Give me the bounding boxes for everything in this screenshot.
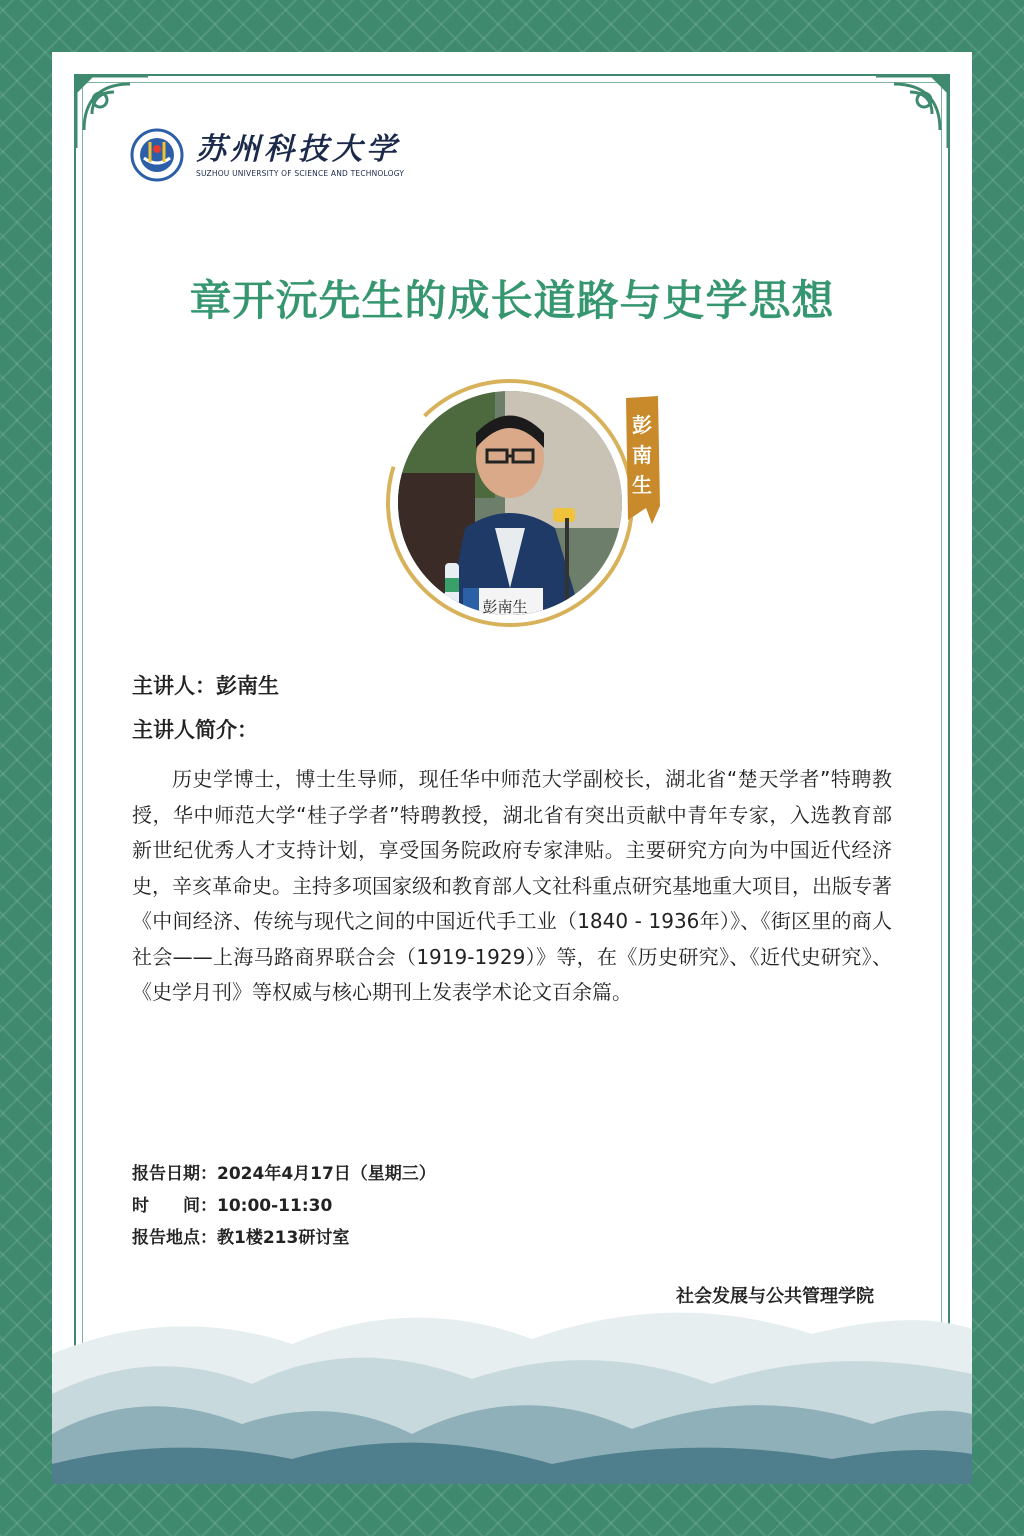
speaker-label: 主讲人： [132,673,216,698]
speaker-name-line [132,670,279,700]
speaker-photo [385,378,635,628]
lecture-title: 章开沅先生的成长道路与史学思想 [189,276,835,325]
university-emblem-icon [130,128,184,182]
organizer: 社会发展与公共管理学院 [676,1286,874,1307]
university-logo [130,128,404,182]
name-tag-char-2: 南 [632,443,652,467]
name-tag-char-1: 彭 [632,413,652,437]
event-date [132,1159,436,1184]
event-location [132,1223,349,1248]
event-date-value: 2024年4月17日（星期三） [217,1164,436,1184]
name-tag-banner [622,396,662,526]
university-name-cn: 苏州科技大学 [196,131,400,167]
speaker-name: 彭南生 [216,673,279,698]
event-time-label: 时 间： [132,1196,217,1216]
speaker-intro-label: 主讲人简介： [132,717,258,742]
poster-card [52,52,972,1484]
event-time-value: 10:00-11:30 [217,1196,333,1216]
university-name-en: SUZHOU UNIVERSITY OF SCIENCE AND TECHNOLOGY [196,168,405,178]
event-time [132,1191,332,1216]
speaker-portrait-icon [385,378,635,628]
mountain-landscape-icon [52,1284,972,1484]
event-date-label: 报告日期： [132,1164,217,1184]
speaker-bio: 历史学博士，博士生导师，现任华中师范大学副校长，湖北省“楚天学者”特聘教授，华中师范大学“桂子学者”特聘教授，湖北省有突出贡献中青年专家，入选教育部新世纪优秀人才支持计划，享受国务院政府专家津贴。主要研究方向为中国近代经济史，辛亥革命史。主持多项国家级和教育部人文社科重点研究基地重大项目，出版专著《中间经济、传统与现代之间的中国近代手工业（1840 - 1936年）》、《街区里的商人社会——上海马路商界联合会（1919-1929）》等，在《历史研究》、《近代史研究》、《史学月刊》等权威与核心期刊上发表学术论文百余篇。 [132,767,892,1004]
desk-placard-text: 彭南生 [482,598,528,616]
name-tag-char-3: 生 [632,473,652,497]
event-location-label: 报告地点： [132,1228,217,1248]
event-location-value: 教1楼213研讨室 [217,1228,350,1248]
corner-ornament-icon [870,70,954,154]
